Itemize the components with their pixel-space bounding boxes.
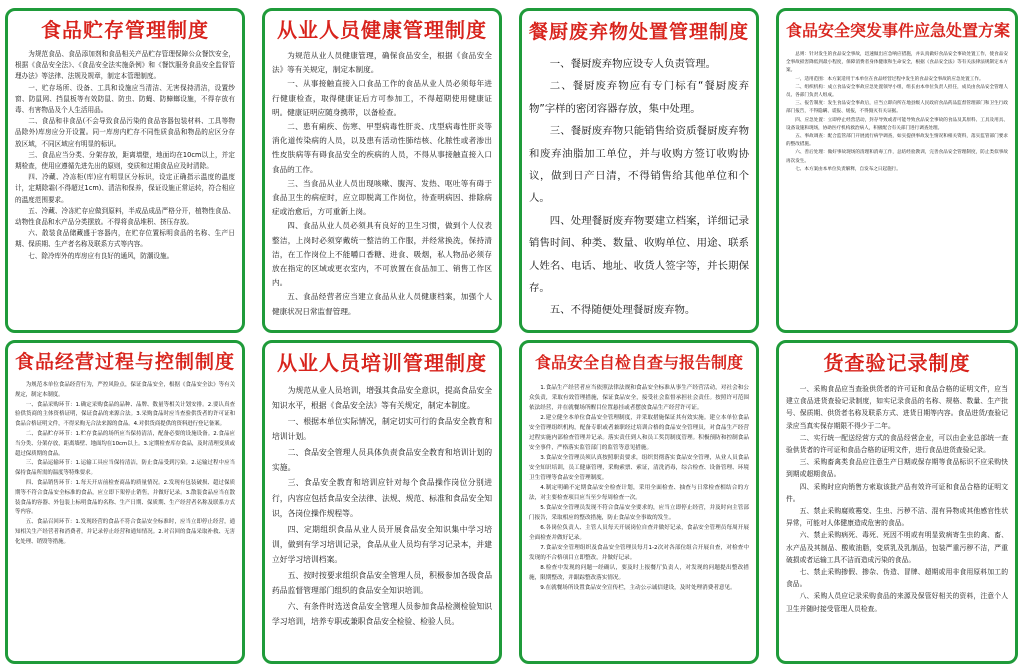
- board-body: [15, 381, 235, 548]
- board-food-storage: [5, 8, 245, 333]
- paragraph: 一、从事接触直接入口食品工作的食品从业人员必须每年进行健康检查，取得健康证后方可参加工，不得超期使用健康证明。健康证明应随身携带，以备检查。: [272, 79, 492, 117]
- paragraph: 二、食品贮存环节：1.贮存食品的场所应当保持清洁，配备必要的设施设备。2.食品应当分类、分架存放，距离墙壁、地面均在10cm以上。3.定期检查库存食品，及时清理变质或超过保质期的食品。: [15, 430, 235, 457]
- paragraph: 三、当食品从业人员出现咳嗽、腹泻、发热、呕吐等有碍于食品卫生的病症时，应立即脱离工作岗位，待查明病因、排除病症或治愈后，方可重新上岗。: [272, 178, 492, 217]
- paragraph: 二、实行统一配送经营方式的食品经营企业，可以由企业总部统一查验供货者的许可证和食品合格的证明文件，进行食品进货查验记录。: [786, 433, 1008, 455]
- paragraph: 二、患有痢疾、伤寒、甲型病毒性肝炎、戊型病毒性肝炎等消化道传染病的人员，以及患有活动性肺结核、化脓性或者渗出性皮肤病等有碍食品安全的疾病的人员，不得从事接触直接入口食品的工作。: [272, 122, 492, 174]
- board-kitchen-waste: [519, 8, 759, 333]
- paragraph: 五、按时按要求组织食品安全管理人员，积极参加各级食品药品监督管理部门组织的食品安全知识培训。: [272, 570, 492, 596]
- paragraph: 3.食品安全管理员须认真按照职责要求，组织贯彻落实食品安全管理，从业人员食品安全知识培训，员工健康管理，采购索票、索证，清洗消毒，综合检查、设备管理、环境卫生管理等食品安全管理制度。: [529, 455, 749, 481]
- paragraph: 三、食品安全教育和培训应针对每个食品操作岗位分别进行，内容应包括食品安全法律、法规、规范、标准和食品安全知识，各岗位操作规程等。: [272, 478, 492, 519]
- paragraph: 五、食品经营者应当建立食品从业人员健康档案，加强个人健康状况日常监督管理。: [272, 292, 492, 316]
- board-title: 货查验记录制度: [823, 351, 971, 375]
- paragraph: 四、处理餐厨废弃物要建立档案，详细记录销售时间、种类、数量、收购单位、用途、联系人姓名、电话、地址、收货人签字等，并长期保存。: [529, 214, 749, 295]
- paragraph: 9.在就餐场所设置食品安全宣传栏，主动公示诚信建设，及时处理消费者意见。: [540, 585, 736, 591]
- paragraph: 五、冷藏、冷冻贮存应做到原料，半成品成品严格分开，植物性食品、动物性食品和水产品分类摆放。不得将食品堆积、挤压存放。: [15, 206, 235, 227]
- board-purchase-inspection: [776, 340, 1018, 664]
- paragraph: 4.制定明确不定期食品安全检查计划，采用全面检查、抽查与日常检查相结合的方法，对主要检查项目应当至少每周检查一次。: [529, 485, 749, 501]
- paragraph: 二、组织机构：成立食品安全事故应急处置领导小组，组长由本单位负责人担任，成员由食品安全管理人员、各部门负责人组成。: [786, 84, 1008, 99]
- paragraph: 三、食品应当分类、分架存放，距离墙壁，地面均在10cm以上，并定期检查，使用应遵循先进先出的原则，变质和过期食品应及时清除。: [15, 150, 235, 171]
- paragraph: 三、餐厨废弃物只能销售给资质餐厨废弃物和废弃油脂加工单位，并与收购方签订收购协议，做到日产日清，不得销售给其他单位和个人。: [529, 125, 749, 205]
- paragraph: 为规范从业人员培训，增强其食品安全意识，提高食品安全知识水平，根据《食品安全法》等有关规定，制定本制度。: [272, 386, 492, 411]
- board-title: 食品安全自检自查与报告制度: [534, 353, 743, 372]
- paragraph: 四、应急处置：立即停止经营活动，封存导致或者可能导致食品安全事故的食品及其原料、工具及用具、设备设施和现场，协助医疗机构救治病人，积极配合有关部门进行调查处理。: [786, 117, 1008, 131]
- paragraph: 二、食品和非食品(不会导致食品污染的食品容器包装材料、工具等物品除外)库房应分开设置。同一库房内贮存不同性质食品和物品的应区分存放区域，不同区域应有明显的标识。: [15, 117, 235, 148]
- paragraph: 六、禁止采购病死、毒死、死因不明或有明显致病寄生虫的禽、畜、水产品及其制品、酸败油脂，变质乳及乳制品，包装严重污秽不洁，严重破损或者运输工具不洁而造成污染的食品。: [786, 531, 1008, 564]
- paragraph: 七、本方案由本单位负责解释，自发布之日起施行。: [795, 166, 901, 172]
- board-title: 从业人员健康管理制度: [277, 18, 487, 42]
- paragraph: 六、善后处理：做好事故现场的清理和消毒工作，总结经验教训，完善食品安全管理制度，防止类似事故再次发生。: [786, 150, 1008, 164]
- board-title: 食品经营过程与控制制度: [15, 351, 236, 373]
- board-title: 餐厨废弃物处置管理制度: [529, 21, 750, 43]
- paragraph: 2.建立健全本单位食品安全管理制度，并采取措施保证其有效实施。建立本单位食品安全管理组织机构，配备专职或者兼职经过培训合格的食品安全管理员，对食品生产经营过程实施内部检查管理并记录。落实责任到人和员工奖罚制度管理。积极预防和控制食品安全事件，严格落实监管部门的监管等意见措施。: [529, 415, 749, 451]
- board-body: [272, 383, 492, 630]
- paragraph: 四、食品从业人员必须具有良好的卫生习惯，做到个人仪表整洁，上岗时必须穿戴统一整洁的工作服，并经常换洗，保持清洁，在工作岗位上不能嚼口香糖、进食、吸烟，私人物品必须存放在指定的区域或更衣室内，不可放置在食品加工、销售工作区内。: [272, 221, 492, 288]
- paragraph: 三、报告制度：发生食品安全事故后，应当立即向所在地县级人民政府食品药品监督管理部门和卫生行政部门报告，不得隐瞒、谎报、缓报，不得毁灭有关证据。: [786, 101, 1008, 115]
- paragraph: 为规范食品、食品添加剂和食品相关产品贮存管理保障公众餐饮安全，根据《食品安全法》、《食品安全法实施条例》和《餐饮服务食品安全监督管理办法》等法律、法规及规章，制定本管理制度。: [15, 50, 235, 81]
- board-title: 从业人员培训管理制度: [277, 351, 487, 375]
- board-staff-health: [262, 8, 502, 333]
- paragraph: 四、定期组织食品从业人员开展食品安全知识集中学习培训，做到有学习培训记录，食品从业人员均有学习记录本，并建立好学习培训档案。: [272, 524, 492, 565]
- board-emergency-plan: [776, 8, 1018, 333]
- paragraph: 二、食品安全管理人员具体负责食品安全教育和培训计划的实施。: [272, 447, 492, 473]
- paragraph: 三、食品运输环节：1.运输工具应当保持清洁，防止食品受到污染。2.运输过程中应当保持食品所需的温度等特殊要求。: [15, 460, 235, 477]
- paragraph: 六、散装食品储藏盛于容器内，在贮存位置标明食品的名称、生产日期、保质期、生产者名称及联系方式等内容。: [15, 229, 235, 249]
- board-body: [786, 51, 1008, 174]
- paragraph: 5.食品安全管理员发现不符合食品安全要求的，应当立即停止经营，并及时向主管部门报告，采取相应的整改措施，防止食品安全事故的发生。: [529, 505, 749, 521]
- board-staff-training: [262, 340, 502, 664]
- paragraph: 为规范从业人员健康管理，确保食品安全，根据《食品安全法》等有关规定，制定本制度。: [272, 51, 492, 75]
- paragraph: 一、适用范围：本方案适用于本单位在食品经营过程中发生的食品安全事故的应急处置工作。: [795, 76, 984, 82]
- paragraph: 五、禁止采购腐败霉变、生虫、污秽不洁、混有异物或其他感官性状异常，可能对人体健康造成危害的食品。: [786, 507, 1008, 528]
- paragraph: 一、餐厨废弃物应设专人负责管理。: [549, 58, 717, 70]
- board-title: 食品安全突发事件应急处置方案: [786, 21, 1011, 40]
- paragraph: 八、采购人员应记录采购食品的来源及保管好相关的资料，注意个人卫生并随时接受管理人员检查。: [786, 592, 1008, 613]
- paragraph: 一、食品采购环节：1.确定采购食品的品种、品牌、数量等相关计划安排。2.要认真查验供货商的主体资格证明，保证食品的来源合法。3.采购食品时应当查验供货者的许可证和食品合格证明文件，不得采购无合法来源的食品。4.对供货商提供的资料进行登记备案。: [15, 401, 235, 428]
- board-body: [529, 383, 749, 593]
- paragraph: 四、食品销售环节：1.每天开店前检查商品的质量情况。2.发现有包装破损、超过保质期等不符合食品安全标准的食品，应立即下架停止销售，并做好记录。3.散装食品应当在散装食品的容器、外包装上标明食品的名称、生产日期、保质期、生产经营者名称及联系方式等内容。: [15, 479, 235, 516]
- paragraph: 五、不得随便处理餐厨废弃物。: [549, 304, 696, 317]
- board-self-inspection: [519, 340, 759, 664]
- paragraph: 一、根据本单位实际情况，制定切实可行的食品安全教育和培训计划。: [272, 416, 492, 442]
- paragraph: 7.食品安全管理组织及食品安全管理员每月1-2次对各部位组合开展自查，对检查中发现的不合格项目立即整改，并做好记录。: [529, 545, 749, 561]
- board-title: 食品贮存管理制度: [41, 18, 209, 42]
- board-body: [15, 49, 235, 262]
- paragraph: 四、冷藏、冷冻柜(库)应有明显区分标识，设定正确指示温度的温度计，定期除霜(不得超过1cm)、清洁和保养，保证设施正常运转，符合相应的温度范围要求。: [15, 173, 235, 204]
- paragraph: 七、禁止采购掺假、掺杂、伪造、冒牌、超期或用非食用原料加工的食品。: [786, 568, 1008, 589]
- board-body: [786, 383, 1008, 615]
- paragraph: 六、有条件时选送食品安全管理人员参加食品检测检验知识学习培训，培养专职或兼职食品安全检验、检验人员。: [272, 601, 492, 627]
- paragraph: 为规范本单位食品经营行为，严控风险点，保证食品安全，根据《食品安全法》等有关规定，制定本制度。: [15, 382, 235, 398]
- paragraph: 8.检查中发现的问题一经确认，要及时上报餐厅负责人，对发现的问题提出整改措施，限期整改，并跟踪整改落实情况。: [529, 565, 749, 581]
- paragraph: 七、除冷库外的库房应有良好的通风，防潮设施。: [28, 251, 174, 260]
- board-body: [529, 53, 749, 322]
- paragraph: 总则：针对发生的食品安全事故，迅速做出应急响应措施，并认真做好食品安全事故处置工作，使食品安全事故损害降低到最小程度，保障消费者身体健康和生命安全，根据《食品安全法》等有关法律法规制定本方案。: [786, 52, 1008, 74]
- paragraph: 四、采购时应向销售方索取该批产品有效许可证和食品合格的证明文件。: [786, 482, 1008, 503]
- paragraph: 五、食品召回环节：1.发现经营的食品不符合食品安全标准时，应当立即停止经营，通知相关生产经营者和消费者，并记录停止经营和通知情况。2.对召回的食品采取补救、无害化处理、销毁等措施。: [15, 519, 235, 545]
- paragraph: 一、贮存场所、设备、工具和设施应当清洁、无害保持清洁，设置纱窗、防鼠网、挡鼠板等有效防鼠、防虫、防蝇、防蟑螂设施，不得存放有毒、有害物品及个人生活用品。: [15, 83, 235, 115]
- board-process-control: [5, 340, 245, 664]
- paragraph: 五、事故调查：配合监管部门开展流行病学调查，如实提供事故发生情况和相关资料，落实监管部门要求的整改措施。: [786, 134, 1008, 148]
- paragraph: 二、餐厨废弃物应有专门标有“餐厨废弃物”字样的密闭容器存放，集中处理。: [529, 80, 749, 115]
- board-body: [272, 49, 492, 319]
- paragraph: 一、采购食品应当查验供货者的许可证和食品合格的证明文件，应当建立食品进货查验记录制度，如实记录食品的名称、规格、数量、生产批号、保质期、供货者名称及联系方式、进货日期等内容。食品进货/查验记录应当真实保存期限不得少于二年。: [786, 385, 1008, 430]
- paragraph: 1.食品生产经营者应当依照法律法规和食品安全标准从事生产经营活动，对社会和公众负责，采取有效管理措施，保证食品安全，接受社会监督承担社会责任。按照许可范围依法经营，并在就餐场所醒目位置悬挂或者摆放食品生产经营许可证。: [529, 385, 749, 411]
- paragraph: 三、采购畜禽类食品应注意生产日期或保存期等食品标识不应采购快到期或超期食品。: [786, 458, 1008, 479]
- paragraph: 6.各岗位负责人、主管人员每天开展岗位自查并做好记录，食品安全管理员每周开展全面检查并做好记录。: [529, 525, 749, 541]
